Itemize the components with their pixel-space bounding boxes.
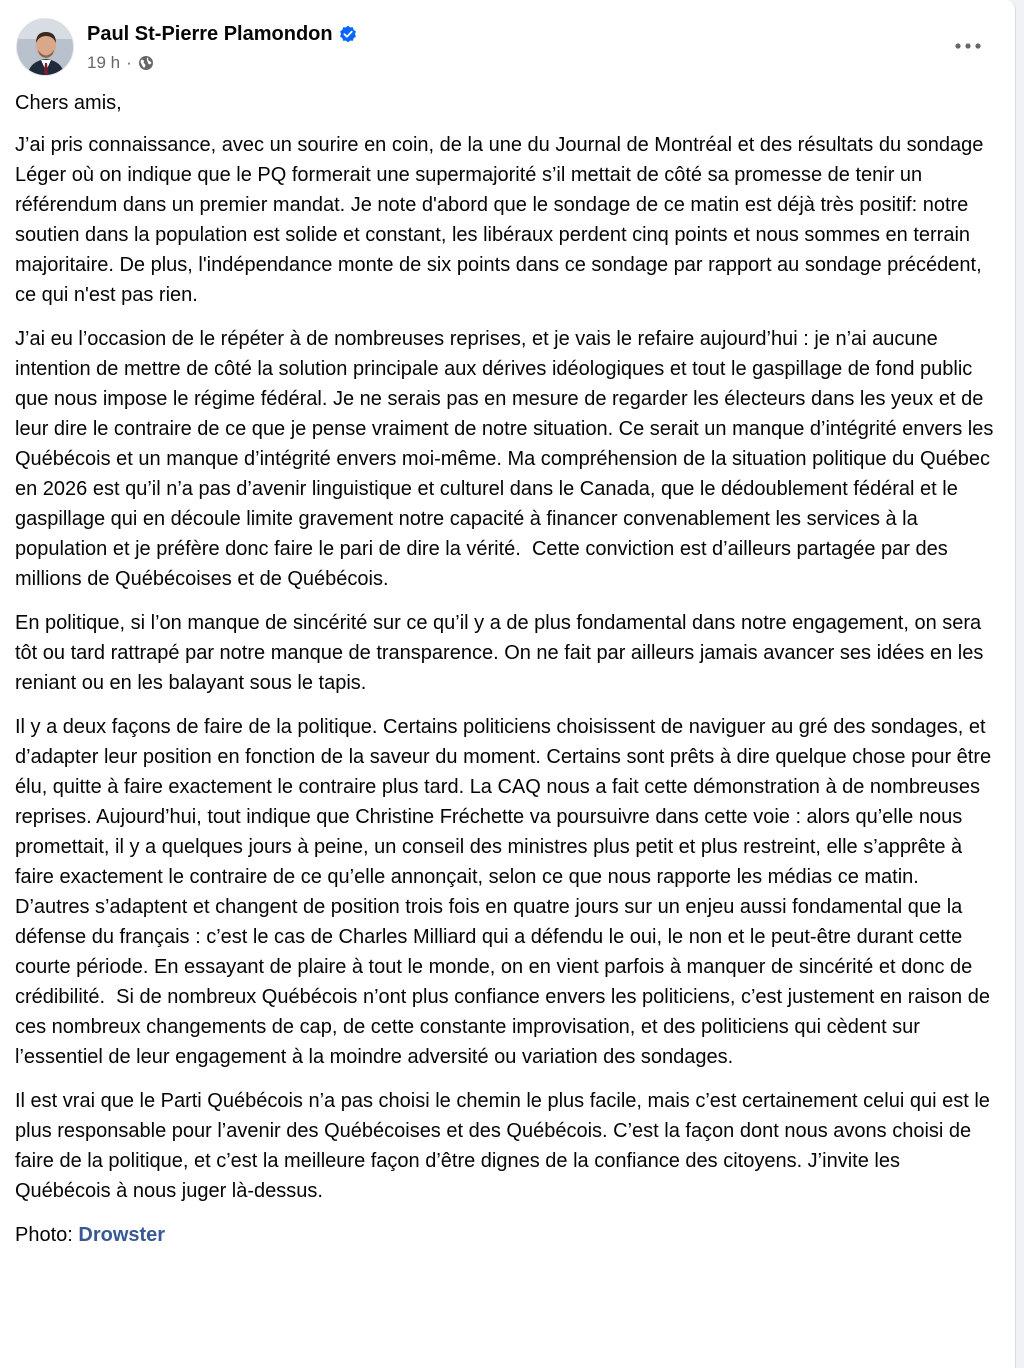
- post-header: [16, 18, 1006, 78]
- avatar-image: [17, 19, 74, 76]
- author-avatar[interactable]: [16, 18, 74, 76]
- post-greeting: Chers amis,: [15, 92, 122, 114]
- photo-label: Photo:: [15, 1224, 73, 1246]
- author-row: [87, 20, 357, 48]
- post-meta: [87, 52, 154, 74]
- post-paragraph-3: En politique, si l’on manque de sincérité sur ce qu’il y a de plus fondamental dans notre engagement, on sera tôt ou tard rattrapé par notre manque de transparence. On ne fait par ailleurs jamais avancer ses idées en les reniant ou en les balayant sous le tapis.: [15, 612, 989, 694]
- meta-separator: ·: [126, 53, 132, 72]
- more-options-icon: [953, 42, 983, 50]
- post-body: [15, 88, 999, 1264]
- photo-credit-line: [15, 1220, 995, 1250]
- more-options-button[interactable]: [948, 32, 988, 60]
- post-paragraph-5: Il est vrai que le Parti Québécois n’a pas choisi le chemin le plus facile, mais c’est certainement celui qui est le plus responsable pour l’avenir des Québécoises et des Québécois. C’est la façon dont nous avons choisi de faire de la politique, et c’est la meilleure façon d’être dignes de la confiance des citoyens. J’invite les Québécois à nous juger là-dessus.: [15, 1090, 996, 1202]
- post-paragraph-1: J’ai pris connaissance, avec un sourire en coin, de la une du Journal de Montréal et des résultats du sondage Léger où on indique que le PQ formerait une supermajorité s’il mettait de côté sa promesse de tenir un référendum dans un premier mandat. Je note d'abord que le sondage de ce matin est déjà très positif: notre soutien dans la population est solide et constant, les libéraux perdent cinq points et nous sommes en terrain majoritaire. De plus, l'indépendance monte de six points dans ce sondage par rapport au sondage précédent, ce qui n'est pas rien.: [15, 134, 989, 306]
- verified-badge-icon: [339, 25, 357, 43]
- globe-icon[interactable]: [138, 55, 154, 71]
- post-paragraph-2: J’ai eu l’occasion de le répéter à de nombreuses reprises, et je vais le refaire aujourd’hui : je n’ai aucune intention de mettre de côté la solution principale aux dérives idéologiques et tout le gaspillage de fond public que nous impose le régime fédéral. Je ne serais pas en mesure de regarder les électeurs dans les yeux et de leur dire le contraire de ce que je pense vraiment de notre situation. Ce serait un manque d’intégrité envers les Québécois et un manque d’intégrité envers moi-même. Ma compréhension de la situation politique du Québec en 2026 est qu’il n’a pas d’avenir linguistique et culturel dans le Canada, que le dédoublement fédéral et le gaspillage qui en découle limite gravement notre capacité à financer convenablement les services à la population et je préfère donc faire le pari de dire la vérité. Cette conviction est d’ailleurs partagée par des millions de Québécoises et de Québécois.: [15, 328, 999, 590]
- post-timestamp[interactable]: 19 h: [87, 53, 121, 72]
- post-paragraph-4: Il y a deux façons de faire de la politique. Certains politiciens choisissent de naviguer au gré des sondages, et d’adapter leur position en fonction de la saveur du moment. Certains sont prêts à dire quelque chose pour être élu, quitte à faire exactement le contraire plus tard. La CAQ nous a fait cette démonstration à de nombreuses reprises. Aujourd’hui, tout indique que Christine Fréchette va poursuivre dans cette voie : alors qu’elle nous promettait, il y a quelques jours à peine, un conseil des ministres plus petit et plus restreint, elle s’apprête à faire exactement le contraire de ce qu’elle annonçait, selon ce que nous rapporte les médias ce matin. D’autres s’adaptent et changent de position trois fois en quatre jours sur un enjeu aussi fondamental que la défense du français : c’est le cas de Charles Milliard qui a défendu le oui, le non et le peut-être durant cette courte période. En essayant de plaire à tout le monde, on en vient parfois à manquer de sincérité et donc de crédibilité. Si de nombreux Québécois n’ont plus confiance envers les politiciens, c’est justement en raison de ces nombreux changements de cap, de cette constante improvisation, et des politiciens qui cèdent sur l’essentiel de leur engagement à la moindre adversité ou variation des sondages.: [15, 716, 997, 1068]
- author-name[interactable]: Paul St-Pierre Plamondon: [87, 22, 333, 45]
- photo-credit-link[interactable]: Drowster: [78, 1224, 166, 1246]
